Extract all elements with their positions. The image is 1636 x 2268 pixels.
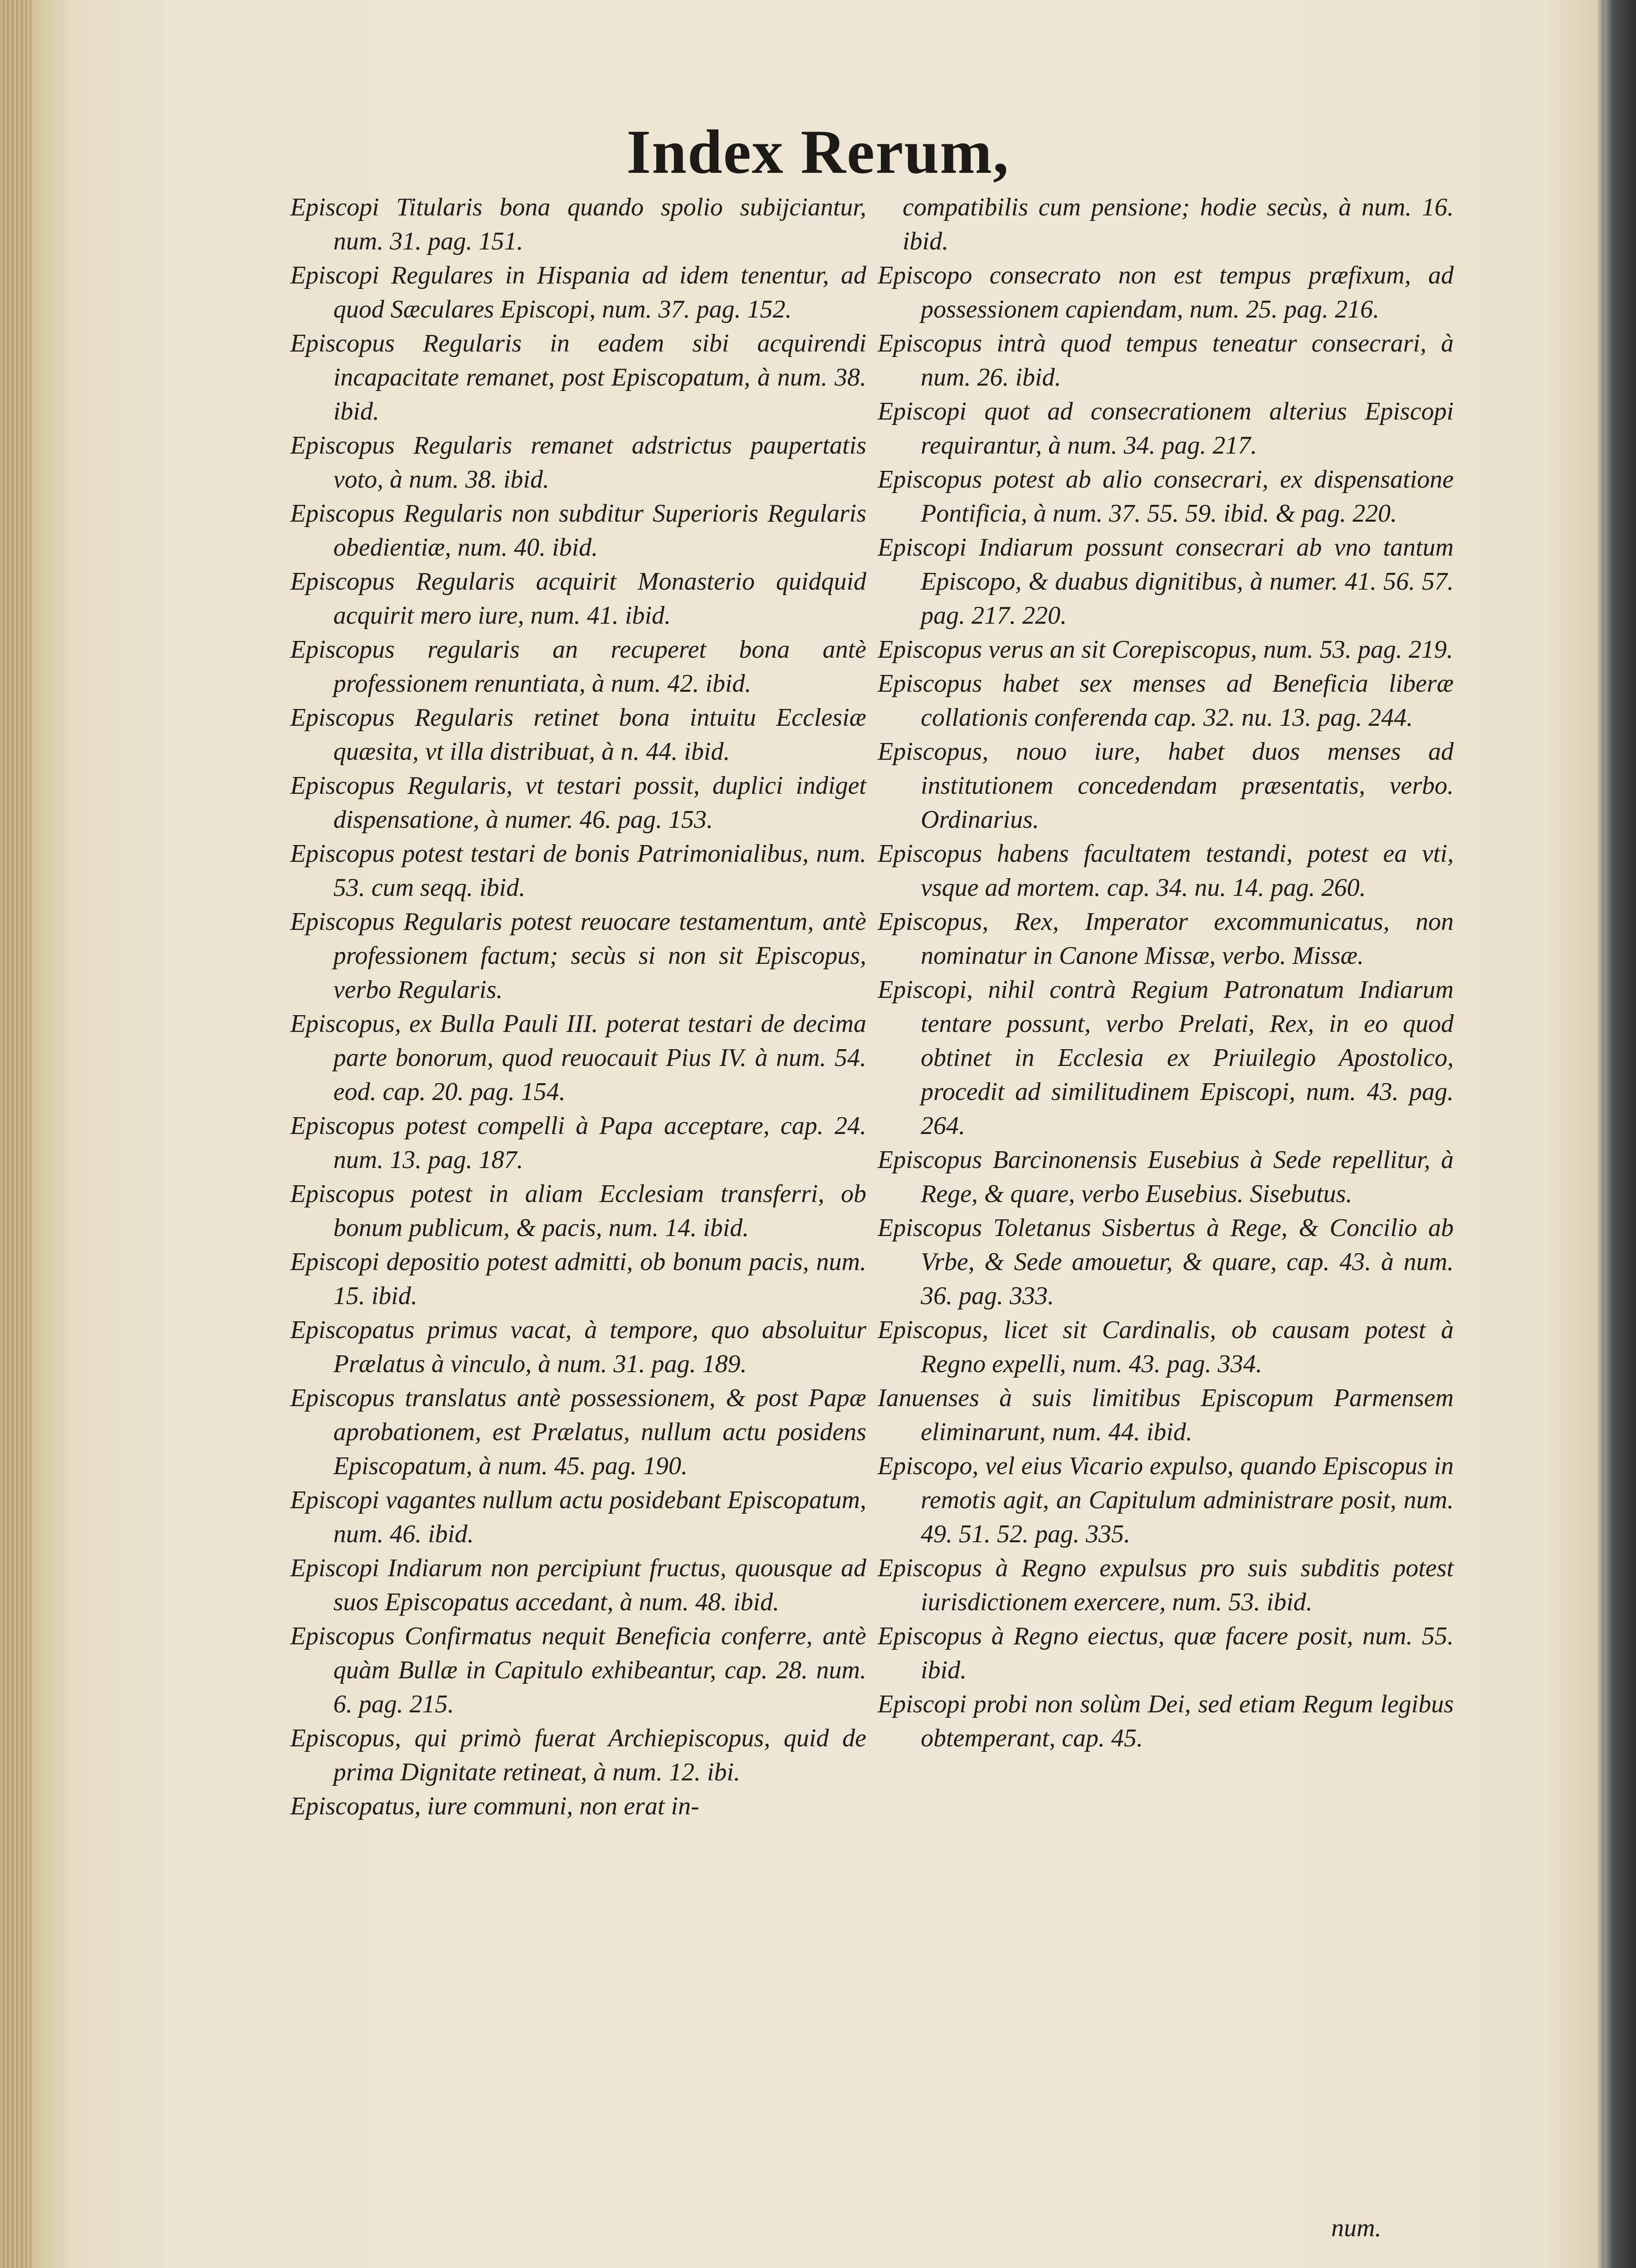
index-entry: Episcopo consecrato non est tempus præfixum, ad possessionem capiendam, num. 25. pag. 216. bbox=[878, 261, 1454, 323]
index-entry: Episcopi Indiarum non percipiunt fructus, quousque ad suos Episcopatus accedant, à num. 48. ibid. bbox=[290, 1554, 866, 1616]
index-entry: Episcopus habet sex menses ad Beneficia liberæ collationis conferenda cap. 32. nu. 13. pag. 244. bbox=[878, 670, 1454, 732]
index-entry: Episcopus Regularis acquirit Monasterio quidquid acquirit mero iure, num. 41. ibid. bbox=[290, 567, 866, 630]
index-entry: Episcopus intrà quod tempus teneatur consecrari, à num. 26. ibid. bbox=[878, 329, 1454, 391]
index-entry: Episcopatus primus vacat, à tempore, quo absoluitur Prælatus à vinculo, à num. 31. pag. 189. bbox=[290, 1316, 866, 1378]
index-entry: Episcopus Barcinonensis Eusebius à Sede repellitur, à Rege, & quare, verbo Eusebius. Sisebutus. bbox=[878, 1146, 1454, 1208]
index-entry: Episcopus regularis an recuperet bona antè professionem renuntiata, à num. 42. ibid. bbox=[290, 635, 866, 698]
index-entry: Episcopi depositio potest admitti, ob bonum pacis, num. 15. ibid. bbox=[290, 1248, 866, 1310]
index-entry: Episcopus Confirmatus nequit Beneficia conferre, antè quàm Bullæ in Capitulo exhibeantur, cap. 28. num. 6. pag. 215. bbox=[290, 1622, 866, 1718]
index-entry: Episcopus, ex Bulla Pauli III. poterat testari de decima parte bonorum, quod reuocauit Pius IV. à num. 54. eod. cap. 20. pag. 154. bbox=[290, 1010, 866, 1106]
index-entry: Episcopus, licet sit Cardinalis, ob causam potest à Regno expelli, num. 43. pag. 334. bbox=[878, 1316, 1454, 1378]
index-entry: Episcopus à Regno eiectus, quæ facere posit, num. 55. ibid. bbox=[878, 1622, 1454, 1684]
index-entry-continued: compatibilis cum pensione; hodie secùs, à num. 16. ibid. bbox=[903, 193, 1454, 255]
index-entry: Episcopi Titularis bona quando spolio subijciantur, num. 31. pag. 151. bbox=[290, 193, 866, 255]
index-column-right bbox=[878, 191, 1454, 1755]
index-entry: Episcopus Regularis in eadem sibi acquirendi incapacitate remanet, post Episcopatum, à num. 38. ibid. bbox=[290, 329, 866, 425]
index-entry: Episcopus verus an sit Corepiscopus, num. 53. pag. 219. bbox=[878, 635, 1453, 664]
index-column-left bbox=[290, 191, 866, 1823]
index-entry: Episcopus Regularis non subditur Superioris Regularis obedientiæ, num. 40. ibid. bbox=[290, 499, 866, 562]
index-entry: Episcopus Regularis, vt testari possit, duplici indiget dispensatione, à numer. 46. pag. 153. bbox=[290, 772, 866, 834]
index-entry: Episcopus Regularis remanet adstrictus paupertatis voto, à num. 38. ibid. bbox=[290, 431, 866, 494]
index-entry: Episcopi vagantes nullum actu posidebant Episcopatum, num. 46. ibid. bbox=[290, 1486, 866, 1548]
index-entry: Episcopus, qui primò fuerat Archiepiscopus, quid de prima Dignitate retineat, à num. 12. ibi. bbox=[290, 1724, 866, 1786]
index-entry: Episcopi Indiarum possunt consecrari ab vno tantum Episcopo, & duabus dignitibus, à numer. 41. 56. 57. pag. 217. 220. bbox=[878, 533, 1454, 630]
book-gutter bbox=[1604, 0, 1636, 2268]
index-entry: Episcopi quot ad consecrationem alterius Episcopi requirantur, à num. 34. pag. 217. bbox=[878, 397, 1454, 459]
index-entry: Episcopus habens facultatem testandi, potest ea vti, vsque ad mortem. cap. 34. nu. 14. pag. 260. bbox=[878, 840, 1454, 902]
index-entry: Episcopus potest in aliam Ecclesiam transferri, ob bonum publicum, & pacis, num. 14. ibid. bbox=[290, 1180, 866, 1242]
page-fore-edge bbox=[0, 0, 32, 2268]
index-entry: Episcopi, nihil contrà Regium Patronatum Indiarum tentare possunt, verbo Prelati, Rex, in eo quod obtinet in Ecclesia ex Priuilegio Apostolico, procedit ad similitudinem Episcopi, num. 43. pag. 264. bbox=[878, 976, 1454, 1140]
index-entry: Episcopus potest compelli à Papa acceptare, cap. 24. num. 13. pag. 187. bbox=[290, 1112, 866, 1174]
index-entry: Episcopus Regularis potest reuocare testamentum, antè professionem factum; secùs si non sit Episcopus, verbo Regularis. bbox=[290, 908, 866, 1004]
index-entry: Episcopus potest ab alio consecrari, ex dispensatione Pontificia, à num. 37. 55. 59. ibid. & pag. 220. bbox=[878, 465, 1454, 528]
index-entry: Episcopi Regulares in Hispania ad idem tenentur, ad quod Sæculares Episcopi, num. 37. pag. 152. bbox=[290, 261, 866, 323]
index-entry: Episcopo, vel eius Vicario expulso, quando Episcopus in remotis agit, an Capitulum administrare posit, num. 49. 51. 52. pag. 335. bbox=[878, 1452, 1454, 1548]
page-title: Index Rerum, bbox=[626, 117, 1010, 186]
index-entry: Episcopus Toletanus Sisbertus à Rege, & Concilio ab Vrbe, & Sede amouetur, & quare, cap. 43. à num. 36. pag. 333. bbox=[878, 1214, 1454, 1310]
index-entry: Episcopus, Rex, Imperator excommunicatus, non nominatur in Canone Missæ, verbo. Missæ. bbox=[878, 908, 1454, 970]
index-entry: Episcopus à Regno expulsus pro suis subditis potest iurisdictionem exercere, num. 53. ibid. bbox=[878, 1554, 1454, 1616]
index-entry: Episcopi probi non solùm Dei, sed etiam Regum legibus obtemperant, cap. 45. bbox=[878, 1690, 1454, 1752]
index-entry: Episcopus Regularis retinet bona intuitu Ecclesiæ quæsita, vt illa distribuat, à n. 44. ibid. bbox=[290, 704, 866, 766]
catchword: num. bbox=[1331, 2214, 1382, 2242]
index-entry: Episcopus translatus antè possessionem, & post Papæ aprobationem, est Prælatus, nullum actu posidens Episcopatum, à num. 45. pag. 190. bbox=[290, 1384, 866, 1480]
index-entry: Episcopus, nouo iure, habet duos menses ad institutionem concedendam præsentatis, verbo. Ordinarius. bbox=[878, 738, 1454, 834]
index-entry: Episcopatus, iure communi, non erat in- bbox=[290, 1792, 699, 1820]
index-entry: Episcopus potest testari de bonis Patrimonialibus, num. 53. cum seqq. ibid. bbox=[290, 840, 866, 902]
index-entry: Ianuenses à suis limitibus Episcopum Parmensem eliminarunt, num. 44. ibid. bbox=[878, 1384, 1454, 1446]
